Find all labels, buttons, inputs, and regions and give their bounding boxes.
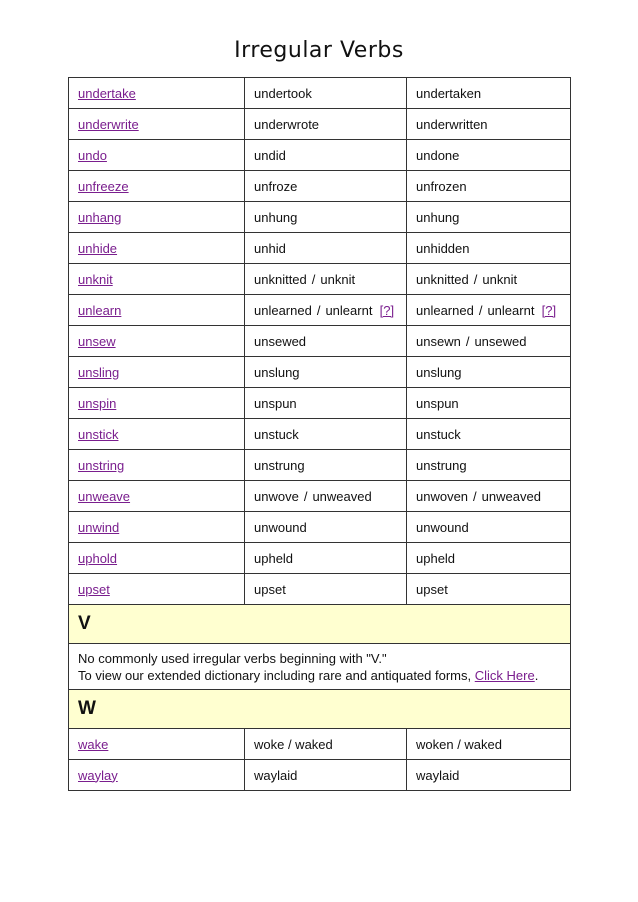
verb-form: unwoven [416,488,469,504]
verb-link[interactable]: upset [78,581,110,597]
past-simple-cell: waylaid [245,760,407,791]
verb-link[interactable]: unlearn [78,302,122,318]
table-row [69,543,571,574]
verb-link[interactable]: undo [78,147,107,163]
verb-form: unlearned [416,302,474,318]
table-row [69,388,571,419]
table-row [69,140,571,171]
verb-link[interactable]: unwind [78,519,120,535]
verb-form: upset [254,581,286,597]
past-simple-cell: woke / waked [245,729,407,760]
page-title: Irregular Verbs [234,38,404,63]
past-participle-cell [407,450,571,481]
past-simple-cell [245,574,407,605]
verb-form: unstuck [416,426,461,442]
base-form-cell [69,543,245,574]
past-simple-cell [245,419,407,450]
table-row [69,481,571,512]
past-simple-cell [245,140,407,171]
past-participle-cell: woken / waked [407,729,571,760]
past-simple-cell [245,450,407,481]
table-row [69,450,571,481]
verb-form: unhid [254,240,286,256]
verb-form: unknitted [254,271,307,287]
verb-form: unhung [416,209,460,225]
table-row [69,295,571,326]
verb-form: unweaved [481,488,541,504]
base-form-cell [69,140,245,171]
verb-form: underwritten [416,116,488,132]
verb-form: undid [254,147,286,163]
base-form-cell [69,326,245,357]
past-participle-cell: waylaid [407,760,571,791]
verb-form: unlearnt [325,302,373,318]
verb-link[interactable]: unsew [78,333,116,349]
base-form-cell [69,512,245,543]
base-form-cell [69,388,245,419]
base-form-cell [69,574,245,605]
past-participle-cell [407,109,571,140]
verb-form: unwound [416,519,469,535]
verb-form: unlearnt [487,302,535,318]
table-row [69,512,571,543]
past-participle-cell [407,202,571,233]
past-simple-cell [245,543,407,574]
verb-link[interactable]: unsling [78,364,120,380]
form-separator: / [316,302,321,318]
table-row [69,109,571,140]
verb-form: unweaved [312,488,372,504]
verb-form: underwrote [254,116,320,132]
verbs-table [68,77,571,791]
verb-form: unsewed [474,333,527,349]
past-participle-cell [407,574,571,605]
verb-link[interactable]: unknit [78,271,113,287]
letter-heading-w: W [69,690,571,729]
verb-form: unspun [254,395,297,411]
past-simple-cell [245,326,407,357]
form-separator: / [473,488,477,504]
base-form-cell [69,171,245,202]
verb-form: unknit [482,271,518,287]
verb-link[interactable]: undertake [78,85,136,101]
base-form-cell [69,481,245,512]
base-form-cell [69,264,245,295]
note-period: . [534,667,539,683]
base-form-cell [69,202,245,233]
past-simple-cell [245,171,407,202]
base-form-cell [69,78,245,109]
past-simple-cell [245,202,407,233]
verb-form: unsewn [416,333,461,349]
verb-form: unstrung [254,457,305,473]
past-participle-cell [407,388,571,419]
past-participle-cell [407,140,571,171]
base-form-cell [69,729,245,760]
base-form-cell [69,450,245,481]
verb-form: unlearned [254,302,312,318]
past-simple-cell [245,109,407,140]
verb-form: unfrozen [416,178,467,194]
past-participle-cell [407,419,571,450]
verb-form: unstrung [416,457,467,473]
verb-form: unspun [416,395,459,411]
letter-row-v [69,605,571,644]
verb-link[interactable]: unspin [78,395,117,411]
verb-form: unslung [416,364,462,380]
form-separator: / [465,333,470,349]
base-form-cell [69,233,245,264]
past-participle-cell [407,233,571,264]
verb-form: unknit [320,271,356,287]
past-simple-cell [245,264,407,295]
form-separator: / [303,488,308,504]
verb-form: unhung [254,209,298,225]
section-v-note [69,644,571,690]
table-row [69,202,571,233]
verb-link[interactable]: unhide [78,240,118,256]
verb-form: upset [416,581,448,597]
click-here-link[interactable]: Click Here [474,667,535,683]
verb-link[interactable]: uphold [78,550,118,566]
verb-link[interactable]: unstring [78,457,125,473]
letter-row-w [69,690,571,729]
verb-form: unstuck [254,426,299,442]
table-row [69,326,571,357]
verb-link[interactable]: unweave [78,488,131,504]
base-form-cell [69,295,245,326]
note-line-2: To view our extended dictionary including rare and antiquated forms, [78,667,472,683]
verb-form: unfroze [254,178,298,194]
past-participle-cell [407,78,571,109]
past-participle-cell [407,295,571,326]
verb-link[interactable]: wake [78,736,109,752]
table-row [69,233,571,264]
verb-form: undone [416,147,460,163]
past-simple-cell [245,295,407,326]
past-simple-cell [245,78,407,109]
verb-form: unwound [254,519,307,535]
form-separator: / [311,271,316,287]
table-row [69,574,571,605]
verb-form: unhidden [416,240,470,256]
section-v [69,605,571,690]
past-participle-cell [407,171,571,202]
past-simple-cell [245,512,407,543]
past-participle-cell [407,264,571,295]
table-row [69,171,571,202]
section-w [69,690,571,791]
past-participle-cell [407,481,571,512]
verb-form: unknitted [416,271,469,287]
table-row [69,760,571,791]
verb-link[interactable]: unfreeze [78,178,129,194]
past-simple-cell [245,357,407,388]
verb-link[interactable]: waylay [78,767,118,783]
table-row [69,419,571,450]
verb-link[interactable]: unhang [78,209,122,225]
base-form-cell [69,760,245,791]
verb-form: undertaken [416,85,482,101]
past-participle-cell [407,543,571,574]
form-separator: / [473,271,478,287]
verb-form: upheld [416,550,456,566]
base-form-cell [69,357,245,388]
past-simple-cell [245,481,407,512]
table-row [69,357,571,388]
verb-link[interactable]: underwrite [78,116,139,132]
table-row [69,729,571,760]
verb-form: upheld [254,550,294,566]
note-line-1: No commonly used irregular verbs beginning with "V." [78,650,387,666]
form-separator: / [478,302,483,318]
section-u-body [69,78,571,605]
reference-link[interactable]: [?] [541,302,557,318]
verb-form: undertook [254,85,312,101]
reference-link[interactable]: [?] [379,302,395,318]
base-form-cell [69,109,245,140]
verb-form: unwove [254,488,299,504]
past-participle-cell [407,326,571,357]
past-participle-cell [407,512,571,543]
past-simple-cell [245,233,407,264]
base-form-cell [69,419,245,450]
table-row [69,264,571,295]
verb-link[interactable]: unstick [78,426,119,442]
letter-heading-v: V [69,605,571,644]
section-v-note-row [69,644,571,690]
table-row [69,78,571,109]
verb-form: unsewed [254,333,307,349]
past-simple-cell [245,388,407,419]
past-participle-cell [407,357,571,388]
verb-form: unslung [254,364,300,380]
